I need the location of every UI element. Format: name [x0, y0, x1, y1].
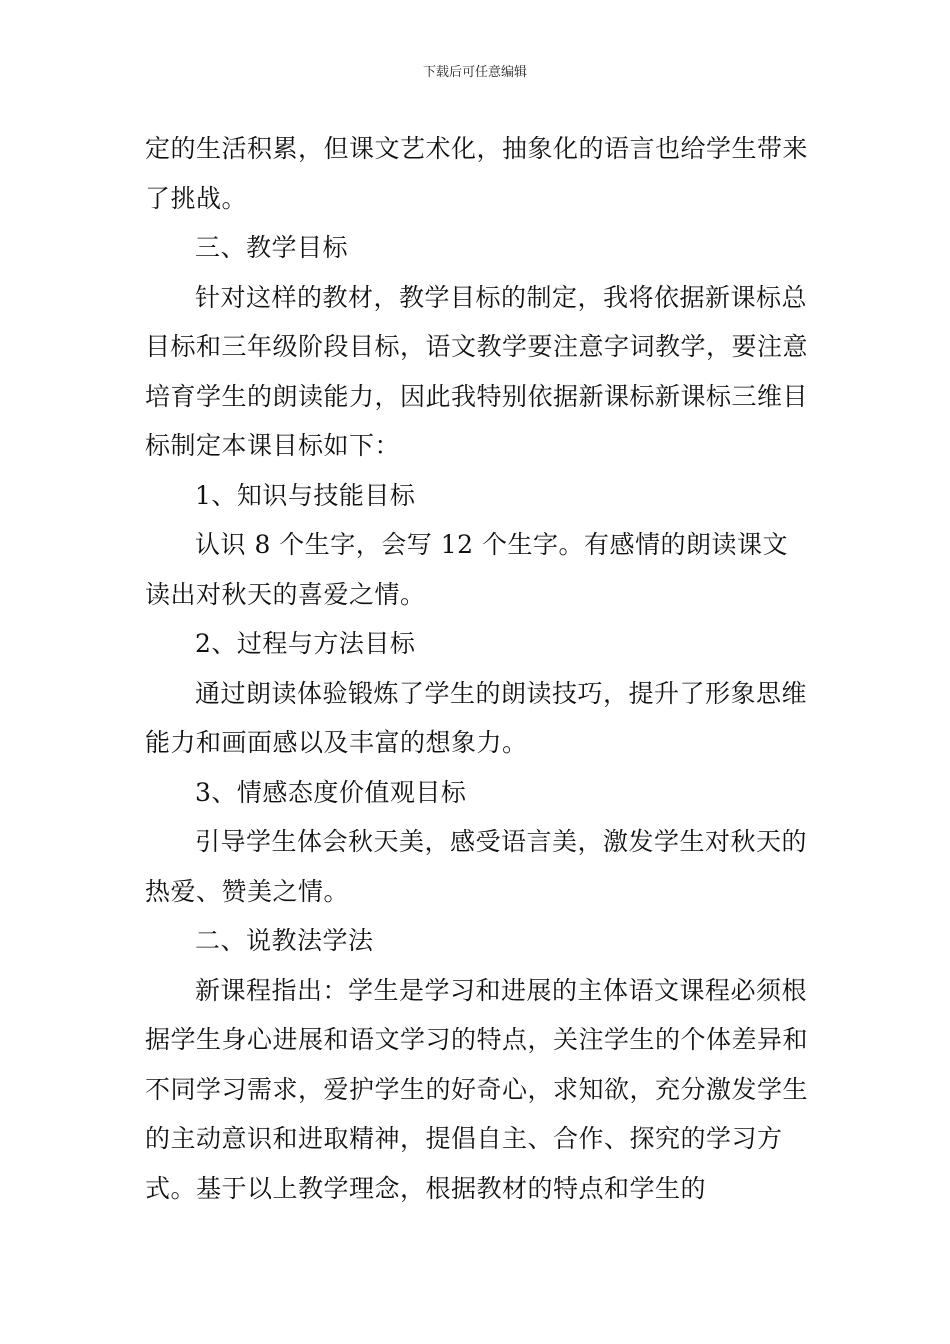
paragraph-continuation: 定的生活积累，但课文艺术化，抽象化的语言也给学生带来了挑战。 [145, 134, 809, 213]
section-heading-teaching-methods: 二、说教法学法 [195, 926, 374, 955]
subheading-knowledge-skills: 1、知识与技能目标 [195, 480, 416, 510]
subheading-process-methods: 2、过程与方法目标 [195, 629, 416, 658]
paragraph-emotion-values: 引导学生体会秋天美，感受语言美，激发学生对秋天的热爱、赞美之情。 [145, 827, 808, 906]
paragraph-teaching-methods: 新课程指出：学生是学习和进展的主体语文课程必须根据学生身心进展和语文学习的特点，关注学生的个体差异和不同学习需求，爱护学生的好奇心，求知欲，充分激发学生的主动意识和进取精神，提倡自主、合作、探究的学习方式。基于以上教学理念，根据教材的特点和学生的 [145, 975, 809, 1203]
subheading-emotion-values: 3、情感态度价值观目标 [195, 777, 467, 807]
document-body [145, 124, 810, 1213]
page-header: 下载后可任意编辑 [422, 65, 527, 80]
paragraph-goals-intro: 针对这样的教材，教学目标的制定，我将依据新课标总目标和三年级阶段目标，语文教学要注意字词教学，要注意培育学生的朗读能力，因此我特别依据新课标新课标三维目标制定本课目标如下： [145, 282, 809, 460]
paragraph-process-methods: 通过朗读体验锻炼了学生的朗读技巧，提升了形象思维能力和画面感以及丰富的想象力。 [145, 678, 808, 757]
section-heading-teaching-goals: 三、教学目标 [195, 233, 349, 262]
paragraph-knowledge-skills: 认识 8 个生字，会写 12 个生字。有感情的朗读课文读出对秋天的喜爱之情。 [145, 530, 789, 609]
